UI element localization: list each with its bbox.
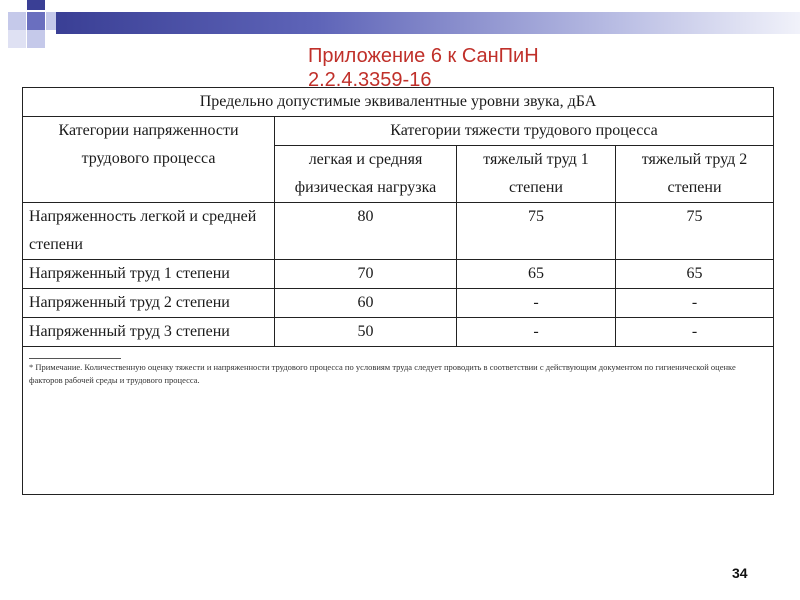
row-label: Напряженный труд 3 степени <box>23 318 275 347</box>
table-cell: - <box>616 289 774 318</box>
table-cell: 80 <box>275 203 457 260</box>
decor-square <box>46 12 56 30</box>
row-label: Напряженный труд 1 степени <box>23 260 275 289</box>
footnote-divider <box>29 358 121 359</box>
decor-square <box>27 30 45 48</box>
table-row <box>23 289 774 318</box>
row-label: Напряженный труд 2 степени <box>23 289 275 318</box>
column-header: тяжелый труд 1 степени <box>457 146 616 203</box>
table-cell: 70 <box>275 260 457 289</box>
slide-title: Приложение 6 к СанПиН <box>308 45 539 67</box>
table-cell: - <box>457 289 616 318</box>
decor-square <box>8 12 26 30</box>
table-cell: - <box>616 318 774 347</box>
noise-levels-table <box>22 87 774 495</box>
page-number: 34 <box>732 565 748 581</box>
table-cell: 50 <box>275 318 457 347</box>
table-cell: - <box>457 318 616 347</box>
header-gradient-bar <box>56 12 800 34</box>
table-cell: 60 <box>275 289 457 318</box>
column-header: тяжелый труд 2 степени <box>616 146 774 203</box>
table-row <box>23 260 774 289</box>
row-label: Напряженность легкой и средней степени <box>23 203 275 260</box>
footnote-text: * Примечание. Количественную оценку тяжести и напряженности трудового процесса по условиям труда следует проводить в соответствии с действующим документом по гигиенической оценке факторов рабочей среды и трудового процесса. <box>29 362 736 385</box>
column-header: легкая и средняя физическая нагрузка <box>275 146 457 203</box>
slide-title-document-number: 2.2.4.3359-16 <box>308 69 432 91</box>
table-cell: 65 <box>616 260 774 289</box>
decor-square <box>27 0 45 10</box>
row-header-title: Категории напряженности трудового процесса <box>23 117 275 203</box>
table-cell: 75 <box>616 203 774 260</box>
decor-square <box>27 12 45 30</box>
table-row <box>23 318 774 347</box>
table-row <box>23 203 774 260</box>
column-group-title: Категории тяжести трудового процесса <box>275 117 774 146</box>
table-caption: Предельно допустимые эквивалентные уровни звука, дБА <box>23 88 774 117</box>
table-cell: 65 <box>457 260 616 289</box>
table-cell: 75 <box>457 203 616 260</box>
decor-square <box>8 30 26 48</box>
table-footnote-cell <box>23 347 774 495</box>
